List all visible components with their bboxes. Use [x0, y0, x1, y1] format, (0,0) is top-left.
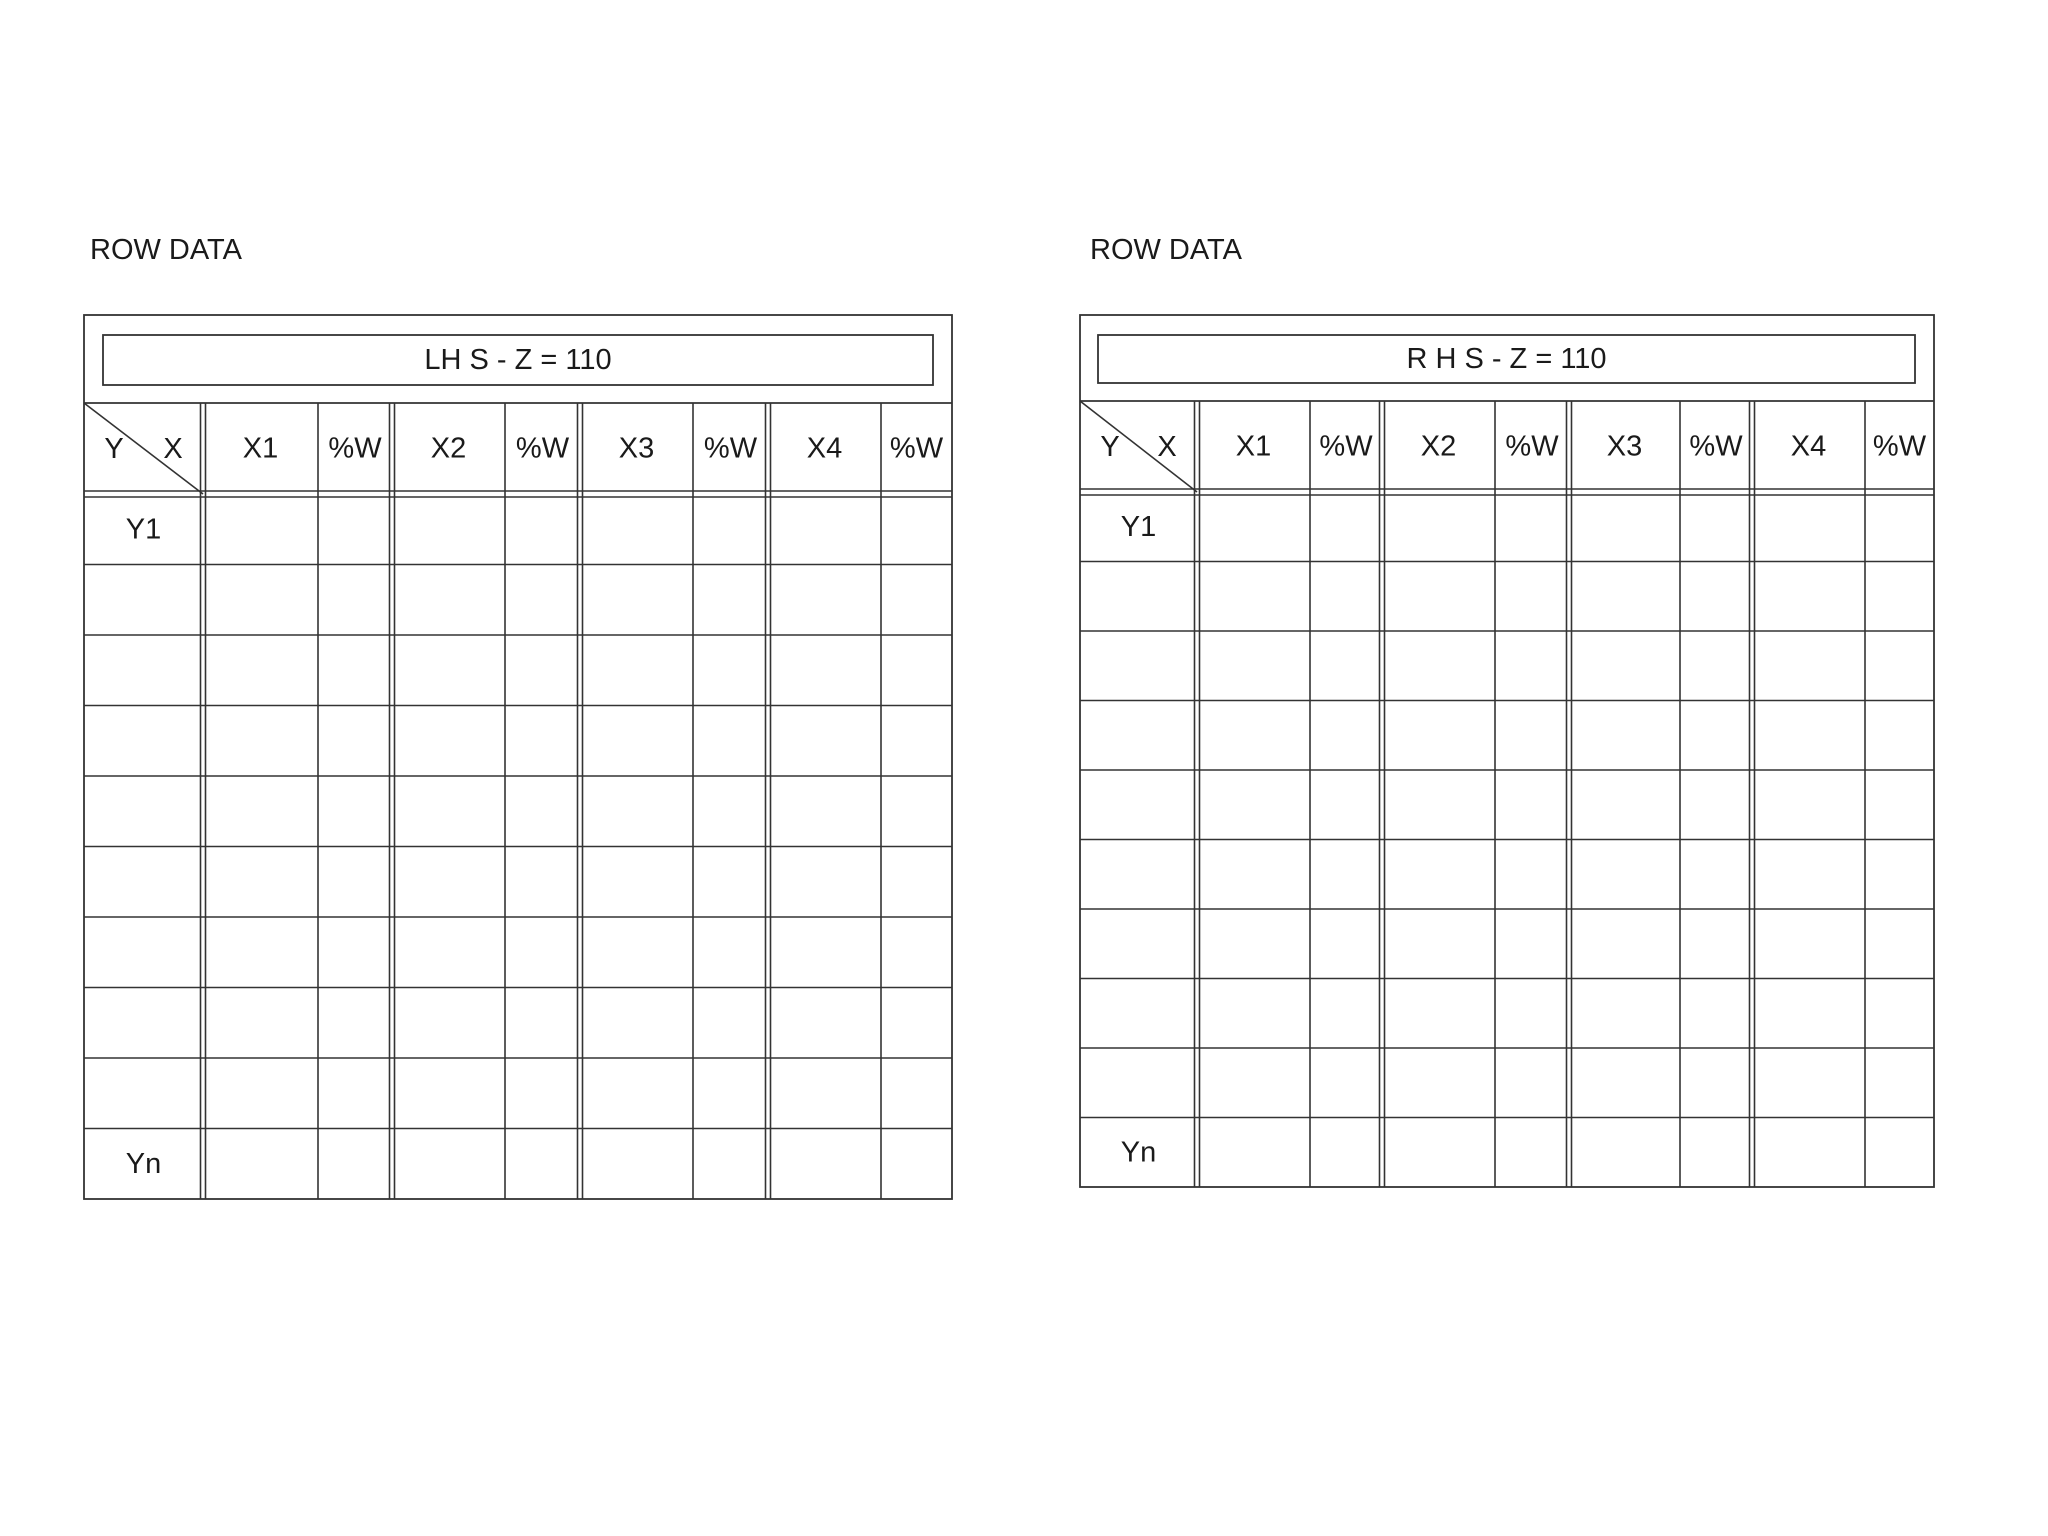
right-column-header-5: X3	[1606, 430, 1643, 463]
right-row-label-1: Y1	[1120, 510, 1157, 543]
left-column-header-1: X1	[242, 432, 279, 465]
left-column-header-4: %W	[515, 432, 570, 465]
left-column-header-6: %W	[703, 432, 758, 465]
left-row-label-1: Y1	[125, 513, 162, 546]
right-column-header-7: X4	[1790, 430, 1827, 463]
left-column-header-2: %W	[328, 432, 382, 465]
left-column-header-5: X3	[618, 432, 655, 465]
left-column-header-3: X2	[430, 432, 467, 465]
right-column-header-3: X2	[1420, 430, 1457, 463]
left-row-label-10: Yn	[125, 1147, 162, 1180]
right-corner-x-label: X	[1157, 431, 1177, 463]
right-table-title: ROW DATA	[1090, 234, 1242, 266]
right-corner-y-label: Y	[1100, 431, 1120, 463]
left-table-title: ROW DATA	[90, 234, 242, 266]
left-column-header-8: %W	[889, 432, 944, 465]
right-column-header-6: %W	[1689, 430, 1743, 463]
right-banner-label: R H S - Z = 110	[1406, 343, 1607, 375]
left-banner-label: LH S - Z = 110	[424, 344, 612, 376]
right-column-header-1: X1	[1235, 430, 1272, 463]
right-column-header-4: %W	[1505, 430, 1559, 463]
left-column-header-7: X4	[806, 432, 843, 465]
left-corner-x-label: X	[163, 433, 183, 465]
left-corner-y-label: Y	[104, 433, 124, 465]
right-column-header-2: %W	[1319, 430, 1373, 463]
right-row-label-10: Yn	[1120, 1136, 1157, 1169]
left-corner-diagonal	[84, 403, 203, 494]
right-column-header-8: %W	[1872, 430, 1927, 463]
right-corner-diagonal	[1080, 401, 1197, 492]
